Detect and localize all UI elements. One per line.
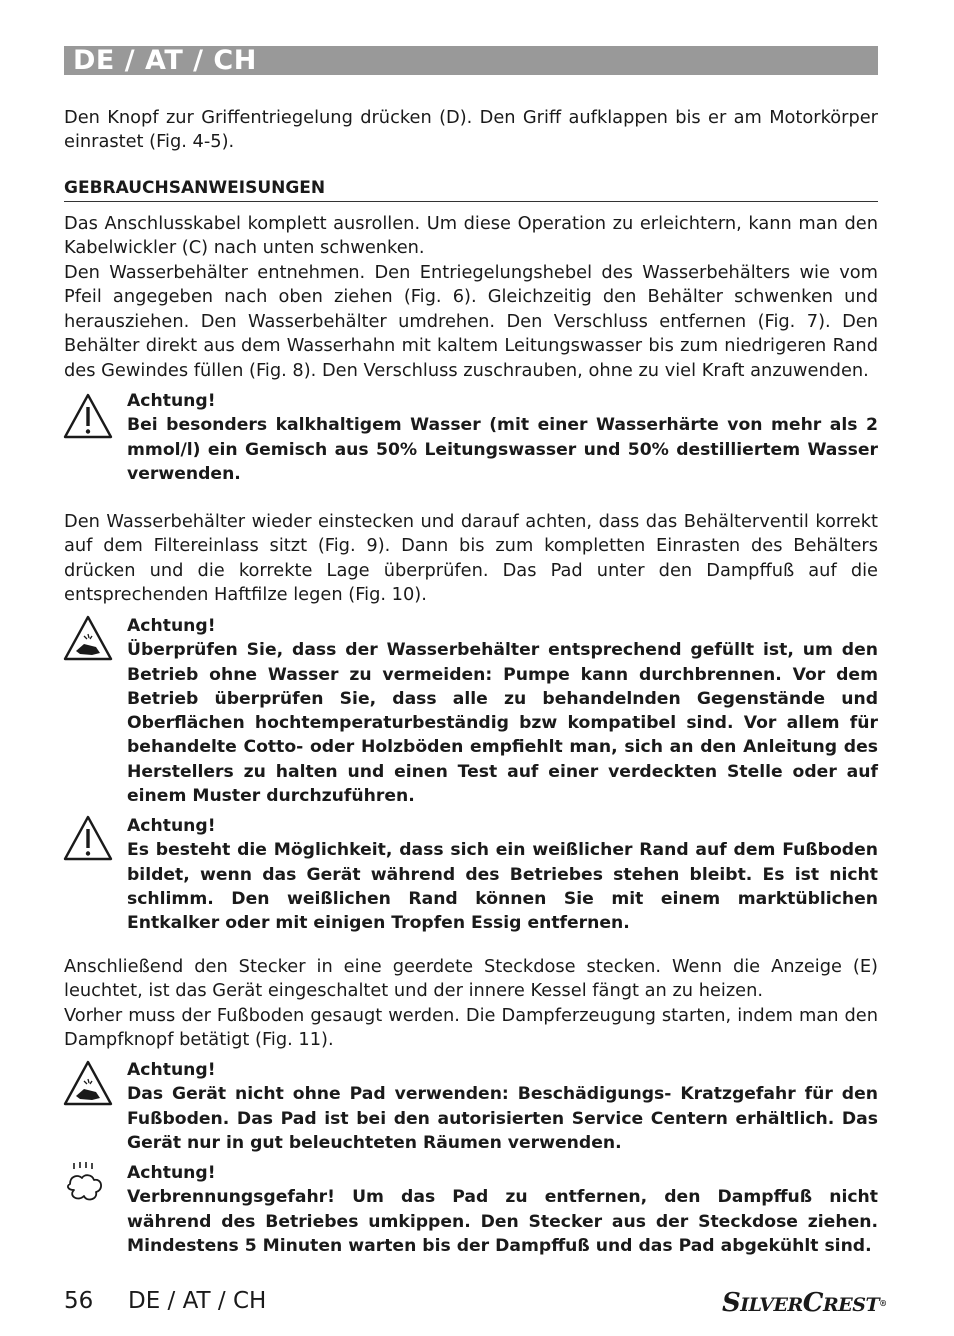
brand-logo: [722, 1288, 887, 1320]
intro-paragraph: Den Knopf zur Griffentriegelung drücken (D). Den Griff aufklappen bis er am Motorkörper einrastet (Fig. 4-5).: [64, 107, 878, 153]
warning-block-pad: [127, 1058, 878, 1155]
warning-label: Achtung!: [127, 616, 216, 636]
paragraph-water-tank: Den Wasserbehälter entnehmen. Den Entriegelungshebel des Wasserbehälters wie vom Pfeil angegeben nach oben ziehen (Fig. 6). Gleichzeitig den Behälter schwenken und herausziehen. Den Wasserbehälter umdrehen. Den Verschluss entfernen (Fig. 7). Den Behälter direkt aus dem Wasserhahn mit kaltem Leitungswasser bis zum niedrigeren Rand des Gewindes füllen (Fig. 8). Den Verschluss zuschrauben, ohne zu viel Kraft anzuwenden.: [64, 262, 878, 381]
hand-hazard-triangle-icon: [62, 1059, 114, 1107]
warning-label: Achtung!: [127, 816, 216, 836]
registered-mark: ®: [879, 1298, 887, 1308]
warning-label: Achtung!: [127, 1163, 216, 1183]
paragraph-vacuum-floor: Vorher muss der Fußboden gesaugt werden. Die Dampferzeugung starten, indem man den Dampfknopf betätigt (Fig. 11).: [64, 1005, 878, 1051]
warning-text: Überprüfen Sie, dass der Wasserbehälter entsprechend gefüllt ist, um den Betrieb ohne Wasser zu vermeiden: Pumpe kann durchbrennen. Vor dem Betrieb überprüfen Sie, dass alle zu behandelnden Gegenstände und Oberflächen hochtemperaturbeständig bzw kompatibel sind. Vor allem für behandelte Cotto- oder Holzböden empfiehlt man, sich an den Anleitung des Herstellers zu halten und einen Test auf einer verdeckten Stelle oder auf einem Muster durchzuführen.: [127, 640, 878, 807]
warning-label: Achtung!: [127, 1060, 216, 1080]
footer-region: DE / AT / CH: [128, 1288, 267, 1314]
warning-block-white-edge: [127, 814, 878, 935]
warning-text: Das Gerät nicht ohne Pad verwenden: Beschädigungs- Kratzgefahr für den Fußboden. Das Pad ist bei den autorisierten Service Centern erhältlich. Das Gerät nur in gut beleuchteten Räumen verwenden.: [127, 1084, 878, 1153]
brand-letters: REST: [823, 1294, 880, 1316]
paragraph-reinsert-tank: Den Wasserbehälter wieder einstecken und darauf achten, dass das Behälterventil korrekt auf dem Filtereinlass sitzt (Fig. 9). Dann bis zum kompletten Einrasten des Behälters drücken und die korrekte Lage überprüfen. Das Pad unter den Dampffuß auf die entsprechenden Haftfilze legen (Fig. 10).: [64, 511, 878, 606]
warning-text: Verbrennungsgefahr! Um das Pad zu entfernen, den Dampffuß nicht während des Betriebes umkippen. Den Stecker aus der Steckdose ziehen. Mindestens 5 Minuten warten bis der Dampffuß und das Pad abgekühlt sind.: [127, 1187, 878, 1256]
warning-block-burn: [127, 1161, 878, 1258]
warning-label: Achtung!: [127, 391, 216, 411]
hand-hazard-triangle-icon: [62, 614, 114, 662]
paragraph-plug-in: Anschließend den Stecker in eine geerdete Steckdose stecken. Wenn die Anzeige (E) leuchtet, ist das Gerät eingeschaltet und der innere Kessel fängt an zu heizen.: [64, 956, 878, 1002]
warning-triangle-icon: [62, 392, 114, 440]
paragraph-cable: Das Anschlusskabel komplett ausrollen. Um diese Operation zu erleichtern, kann man den Kabelwickler (C) nach unten schwenken.: [64, 213, 878, 259]
warning-text: Es besteht die Möglichkeit, dass sich ein weißlicher Rand auf dem Fußboden bildet, wenn das Gerät während des Betriebes stehen bleibt. Es ist nicht schlimm. Den weißlichen Rand können Sie mit einem marktüblichen Entkalker oder mit einigen Tropfen Essig entfernen.: [127, 840, 878, 934]
brand-letter: C: [802, 1288, 823, 1318]
warning-block-water-level: [127, 614, 878, 808]
section-heading: GEBRAUCHSANWEISUNGEN: [64, 178, 326, 198]
page-header-title: DE / AT / CH: [73, 45, 257, 76]
warning-triangle-icon: [62, 814, 114, 862]
heading-rule: [64, 201, 878, 202]
warning-text: Bei besonders kalkhaltigem Wasser (mit einer Wasserhärte von mehr als 2 mmol/l) ein Gemisch aus 50% Leitungswasser und 50% destilliertem Wasser verwenden.: [127, 415, 878, 484]
brand-letter: S: [722, 1288, 741, 1318]
page-number: 56: [64, 1288, 94, 1314]
hot-hand-icon: [64, 1160, 108, 1206]
brand-letters: ILVER: [740, 1294, 803, 1316]
warning-block-hard-water: [127, 389, 878, 486]
